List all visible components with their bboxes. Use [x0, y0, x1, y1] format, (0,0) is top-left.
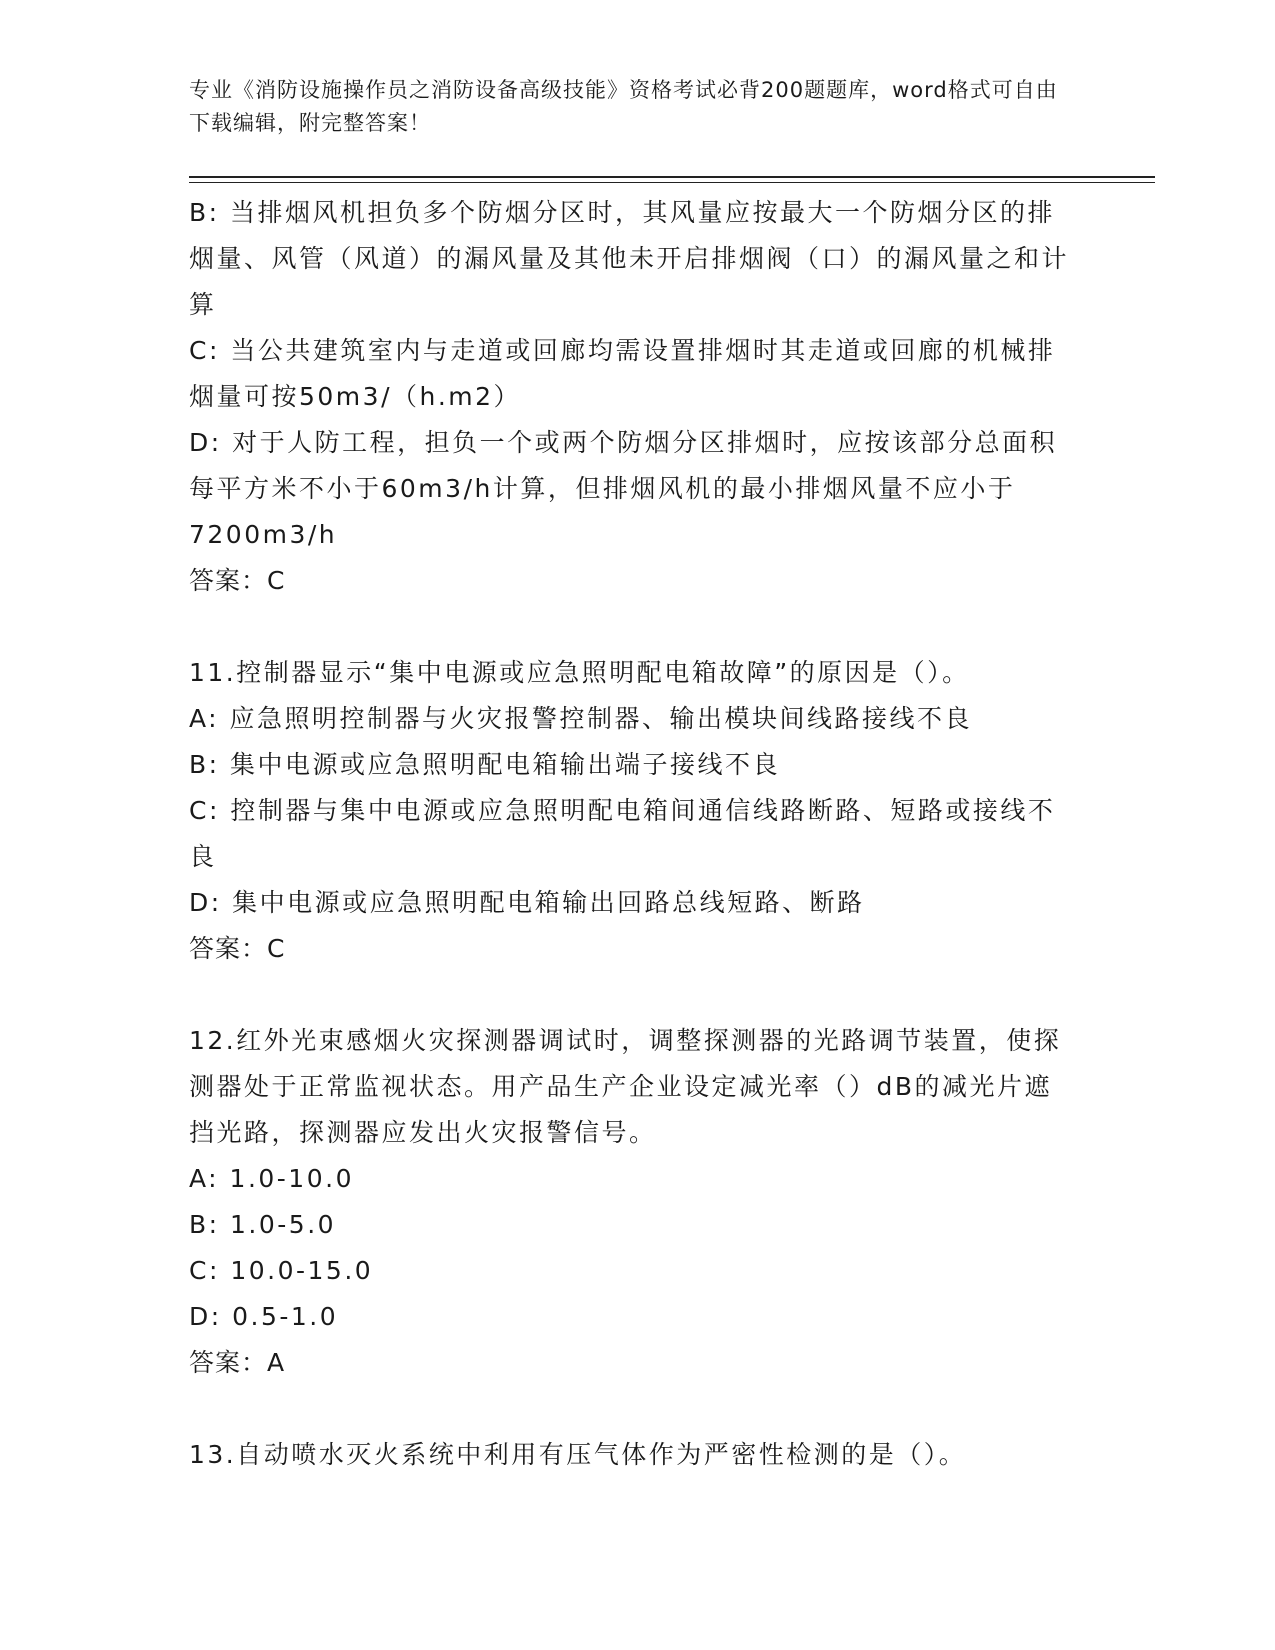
question-stem: 11.控制器显示“集中电源或应急照明配电箱故障”的原因是（）。	[189, 658, 970, 687]
option-a: A: 1.0-10.0	[189, 1164, 354, 1193]
option-c: C: 控制器与集中电源或应急照明配电箱间通信线路断路、短路或接线不良	[189, 796, 1056, 871]
option-b: B: 集中电源或应急照明配电箱输出端子接线不良	[189, 750, 781, 779]
question-list	[189, 190, 1079, 1478]
header-text: 专业《消防设施操作员之消防设备高级技能》资格考试必背200题题库，word格式可自由下载编辑，附完整答案！	[189, 78, 1058, 135]
option-c: C: 10.0-15.0	[189, 1256, 374, 1285]
answer: 答案：A	[189, 1348, 286, 1377]
spacer	[189, 1386, 1079, 1432]
option-b: B: 1.0-5.0	[189, 1210, 337, 1239]
question-stem: 12.红外光束感烟火灾探测器调试时，调整探测器的光路调节装置，使探测器处于正常监视状态。用产品生产企业设定减光率（）dB的减光片遮挡光路，探测器应发出火灾报警信号。	[189, 1026, 1062, 1147]
header-divider-thick	[189, 176, 1155, 178]
option-b: B: 当排烟风机担负多个防烟分区时，其风量应按最大一个防烟分区的排烟量、风管（风道）的漏风量及其他未开启排烟阀（口）的漏风量之和计算	[189, 198, 1070, 319]
spacer	[189, 972, 1079, 1018]
question-block-12	[189, 1018, 1079, 1386]
question-block-10	[189, 190, 1079, 604]
question-block-11	[189, 650, 1079, 972]
option-d: D: 对于人防工程，担负一个或两个防烟分区排烟时，应按该部分总面积每平方米不小于60m3/h计算，但排烟风机的最小排烟风量不应小于7200m3/h	[189, 428, 1058, 549]
question-stem: 13.自动喷水灭火系统中利用有压气体作为严密性检测的是（）。	[189, 1440, 967, 1469]
option-c: C: 当公共建筑室内与走道或回廊均需设置排烟时其走道或回廊的机械排烟量可按50m3/（h.m2）	[189, 336, 1056, 411]
question-block-13	[189, 1432, 1079, 1478]
document-header	[189, 74, 1079, 140]
spacer	[189, 604, 1079, 650]
option-d: D: 0.5-1.0	[189, 1302, 339, 1331]
header-divider-thin	[189, 182, 1155, 183]
option-d: D: 集中电源或应急照明配电箱输出回路总线短路、断路	[189, 888, 865, 917]
answer: 答案：C	[189, 934, 286, 963]
option-a: A: 应急照明控制器与火灾报警控制器、输出模块间线路接线不良	[189, 704, 973, 733]
answer: 答案：C	[189, 566, 286, 595]
